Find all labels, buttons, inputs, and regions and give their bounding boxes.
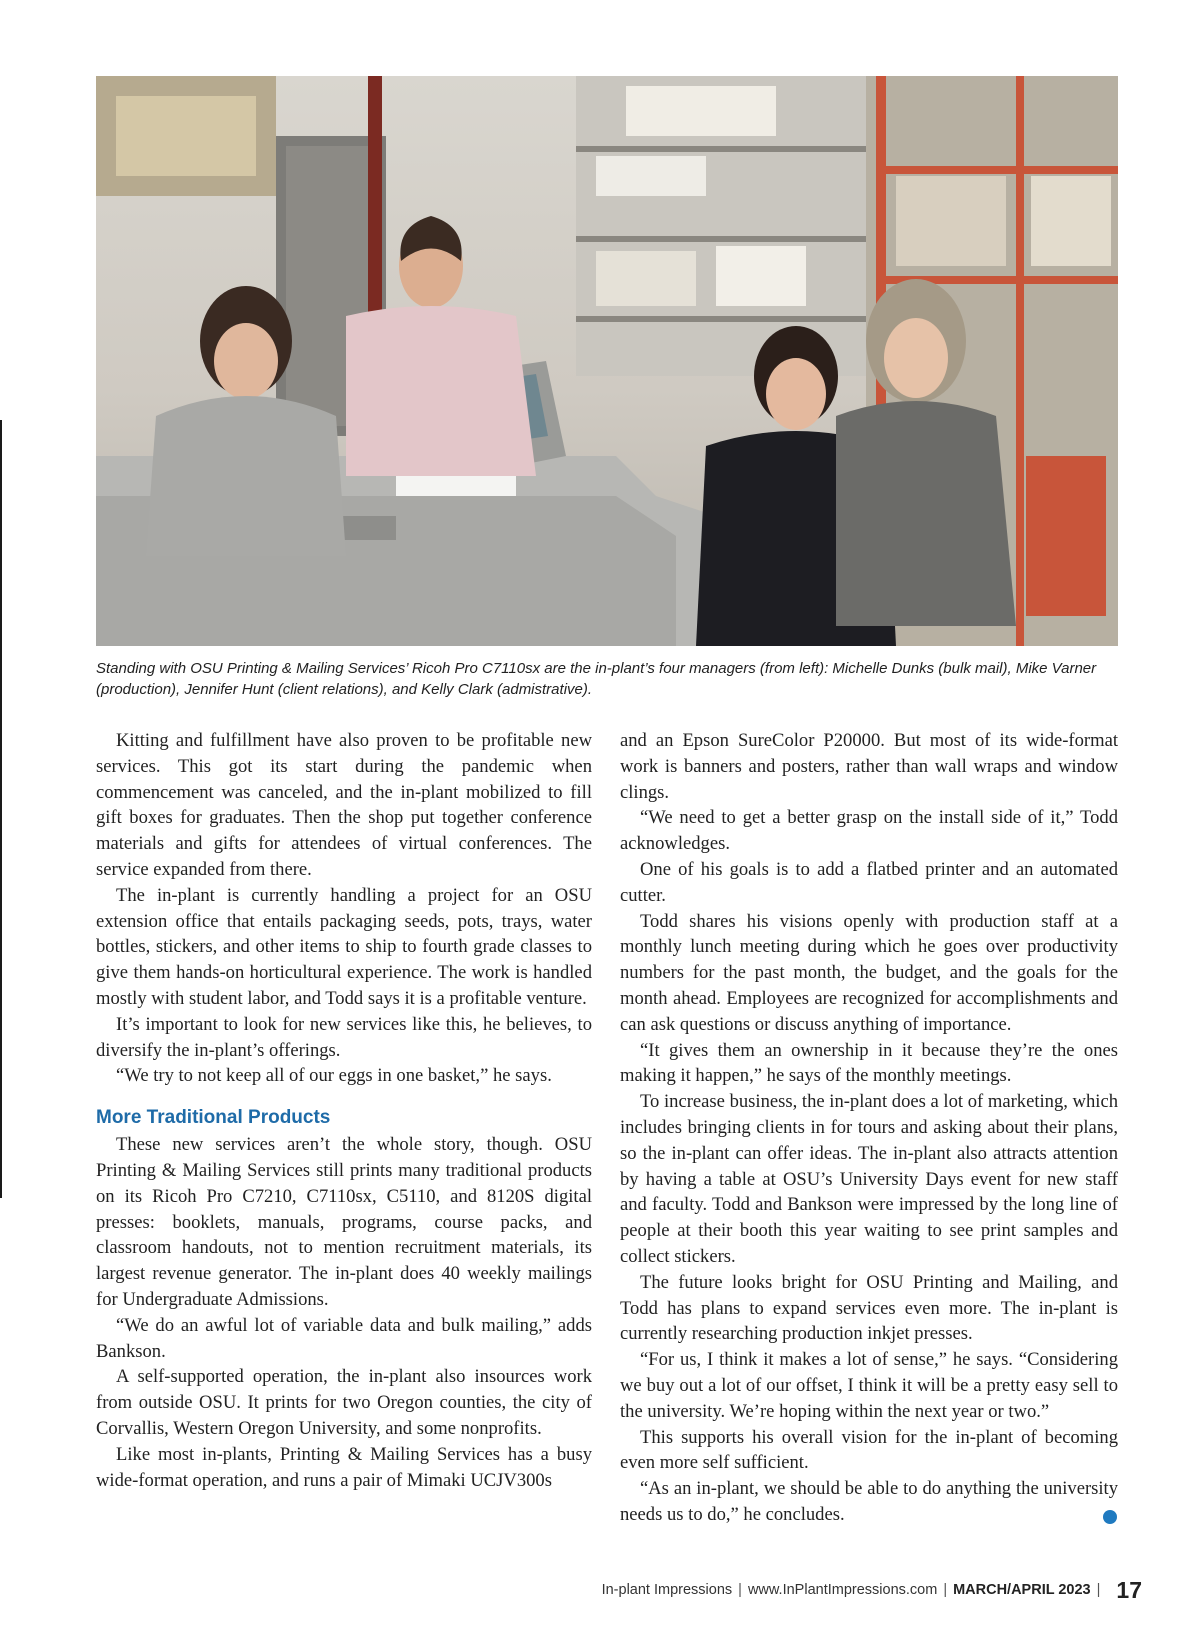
paragraph: A self-supported operation, the in-plant also insources work from outside OSU. It prints for two Oregon counties, the city of Corvallis, Western Oregon University, and some nonprofits. xyxy=(96,1366,592,1439)
paragraph: These new services aren’t the whole story, though. OSU Printing & Mailing Services still prints many traditional products on its Ricoh Pro C7210, C7110sx, C5110, and 8120S digital presses: booklets, manuals, programs, course packs, and classroom handouts, not to mention recruitment materials, its largest revenue generator. The in-plant does 40 weekly mailings for Undergraduate Admissions. xyxy=(96,1134,592,1310)
paragraph: The in-plant is currently handling a project for an OSU extension office that entails packaging seeds, pots, trays, water bottles, stickers, and other items to ship to fourth grade classes to give them hands-on horticultural experience. The work is handled mostly with student labor, and Todd says it is a profitable venture. xyxy=(96,884,592,1009)
paragraph: “For us, I think it makes a lot of sense,” he says. “Considering we buy out a lot of our offset, I think it will be a pretty easy sell to the university. We’re hoping within the next year or two.” xyxy=(620,1349,1118,1422)
photo-caption: Standing with OSU Printing & Mailing Services’ Ricoh Pro C7110sx are the in-plant’s four managers (from left): Michelle Dunks (bulk mail), Mike Varner (production), Jennifer Hunt (client relations), and Kelly Clark (admistrative). xyxy=(96,660,1097,698)
paragraph: “As an in-plant, we should be able to do anything the university needs us to do,” he concludes. xyxy=(620,1478,1118,1525)
paragraph: This supports his overall vision for the in-plant of becoming even more self sufficient. xyxy=(620,1426,1118,1474)
paragraph: “It gives them an ownership in it because they’re the ones making it happen,” he says of the monthly meetings. xyxy=(620,1039,1118,1087)
page-footer xyxy=(602,1575,1142,1605)
footer-separator: | xyxy=(1096,1582,1101,1598)
article-column-left xyxy=(96,728,592,1493)
paragraph: One of his goals is to add a flatbed printer and an automated cutter. xyxy=(620,858,1118,906)
website-link[interactable]: www.InPlantImpressions.com xyxy=(747,1582,938,1598)
paragraph: It’s important to look for new services like this, he believes, to diversify the in-plant’s offerings. xyxy=(96,1013,592,1061)
page-number: 17 xyxy=(1116,1576,1142,1603)
article-column-right xyxy=(620,728,1118,1528)
publication-name: In-plant Impressions xyxy=(601,1582,733,1598)
paragraph: “We do an awful lot of variable data and bulk mailing,” adds Bankson. xyxy=(96,1314,592,1362)
paragraph: “We need to get a better grasp on the install side of it,” Todd acknowledges. xyxy=(620,807,1118,855)
paragraph: and an Epson SureColor P20000. But most of its wide-format work is banners and posters, rather than wall wraps and window clings. xyxy=(620,730,1118,803)
section-heading: More Traditional Products xyxy=(96,1107,331,1129)
paragraph: To increase business, the in-plant does a lot of marketing, which includes bringing clients in for tours and asking about their plans, so the in-plant can offer ideas. The in-plant also attracts attention by having a table at OSU’s University Days event for new staff and faculty. Todd and Bankson were impressed by the long line of people at their booth this year waiting to see print samples and collect stickers. xyxy=(620,1091,1118,1267)
issue-date: MARCH/APRIL 2023 xyxy=(953,1582,1091,1598)
paragraph: Todd shares his visions openly with production staff at a monthly lunch meeting during which he goes over productivity numbers for the past month, the budget, and the goals for the month ahead. Employees are recognized for accomplishments and can ask questions or discuss anything of importance. xyxy=(620,910,1118,1035)
page-edge-rule xyxy=(0,420,2,1198)
paragraph: “We try to not keep all of our eggs in one basket,” he says. xyxy=(116,1065,552,1087)
article-photo xyxy=(96,76,1118,646)
paragraph: The future looks bright for OSU Printing and Mailing, and Todd has plans to expand services even more. The in-plant is currently researching production inkjet presses. xyxy=(620,1271,1118,1345)
footer-separator: | xyxy=(738,1582,742,1598)
footer-separator: | xyxy=(943,1582,948,1598)
paragraph: Like most in-plants, Printing & Mailing Services has a busy wide-format operation, and runs a pair of Mimaki UCJV300s xyxy=(96,1443,592,1491)
end-of-article-dot-icon xyxy=(1103,1510,1117,1524)
paragraph: Kitting and fulfillment have also proven to be profitable new services. This got its start during the pandemic when commencement was canceled, and the in-plant mobilized to fill gift boxes for graduates. Then the shop put together conference materials and gifts for attendees of virtual conferences. The service expanded from there. xyxy=(96,730,592,880)
